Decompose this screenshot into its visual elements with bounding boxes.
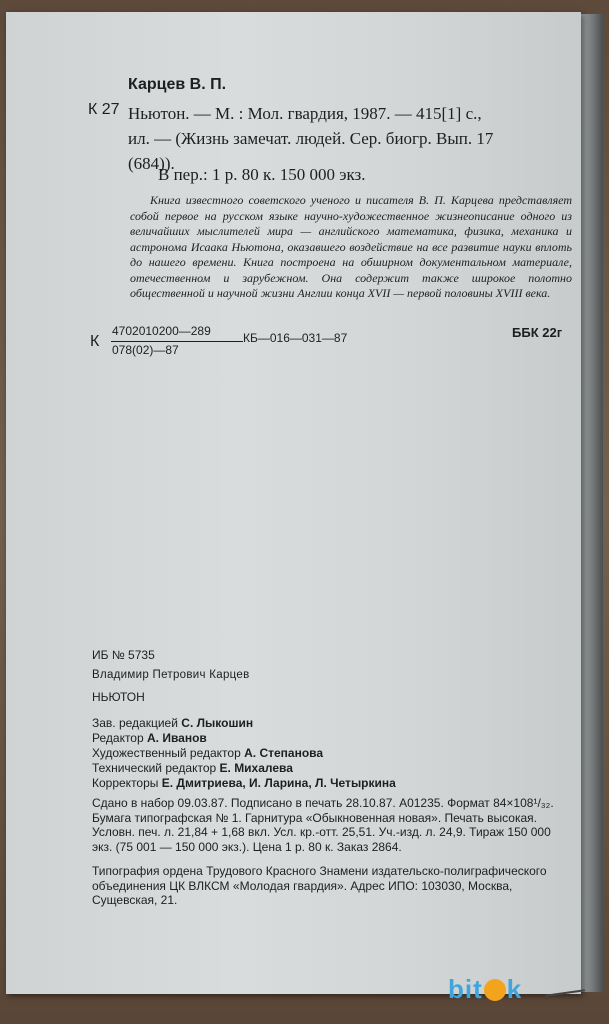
staff-role: Художественный редактор xyxy=(92,746,241,760)
staff-name: Е. Михалева xyxy=(219,761,293,775)
site-watermark-logo xyxy=(448,974,522,1005)
watermark-text-left: bit xyxy=(448,974,483,1004)
catalog-code: КБ—016—031—87 xyxy=(243,331,348,345)
bibliographic-description xyxy=(128,76,573,176)
staff-name: А. Степанова xyxy=(244,746,324,760)
coin-icon xyxy=(484,979,506,1001)
staff-role: Зав. редакцией xyxy=(92,716,178,730)
biblio-line: (684)). xyxy=(128,154,175,173)
staff-name: С. Лыкошин xyxy=(181,716,254,730)
classification-code: К 27 xyxy=(88,101,120,118)
staff-role: Технический редактор xyxy=(92,761,217,775)
staff-role: Редактор xyxy=(92,731,144,745)
fraction-line xyxy=(111,341,243,342)
biblio-line: Ньютон. — М. : Мол. гвардия, 1987. — 415[1] с., xyxy=(128,104,482,123)
ib-number: ИБ № 5735 xyxy=(92,648,155,662)
book-title: НЬЮТОН xyxy=(92,690,145,704)
price-line: В пер.: 1 р. 80 к. 150 000 экз. xyxy=(158,165,366,184)
printing-house: Типография ордена Трудового Красного Знамени издательско-полиграфического объединения ЦК ВЛКСМ «Молодая гвардия». Адрес ИПО: 103030, Москва, Сущевская, 21. xyxy=(92,864,547,907)
staff-name: Е. Дмитриева, И. Ларина, Л. Четыркина xyxy=(161,776,396,790)
page-edge xyxy=(581,14,603,992)
bbk-code: ББК 22г xyxy=(512,325,563,340)
staff-line xyxy=(92,776,396,790)
staff-name: А. Иванов xyxy=(147,731,207,745)
catalog-denominator: 078(02)—87 xyxy=(112,343,179,357)
staff-role: Корректоры xyxy=(92,776,159,790)
catalog-letter: К xyxy=(90,333,100,350)
book-annotation: Книга известного советского ученого и писателя В. П. Карцева представляет собой первое на русском языке научно-художественное жизнеописание одного из величайших мыслителей мира — английского математика, физика, механика и астронома Исаака Ньютона, оказавшего воздействие на все развитие науки вплоть до нашего времени. Книга построена на обширном документальном материале, отечественном и зарубежном. Она содержит также широкое полотно общественной и научной жизни Англии конца XVII — первой половины XVIII века. xyxy=(130,193,572,300)
staff-line xyxy=(92,731,207,745)
staff-line xyxy=(92,761,293,775)
print-details: Сдано в набор 09.03.87. Подписано в печать 28.10.87. А01235. Формат 84×108¹/₃₂. Бумага типографская № 1. Гарнитура «Обыкновенная новая». Печать высокая. Условн. печ. л. 21,84 + 1,68 вкл. Усл. кр.-отт. 25,51. Уч.-изд. л. 24,9. Тираж 150 000 экз. (75 001 — 150 000 экз.). Цена 1 р. 80 к. Заказ 2864. xyxy=(92,796,554,854)
staff-line xyxy=(92,746,323,760)
watermark-text-right: k xyxy=(506,974,523,1004)
staff-line xyxy=(92,716,253,730)
biblio-line: ил. — (Жизнь замечат. людей. Сер. биогр. Вып. 17 xyxy=(128,129,494,148)
catalog-numerator: 4702010200—289 xyxy=(112,324,211,338)
author-full-name: Владимир Петрович Карцев xyxy=(92,669,250,681)
author-heading: Карцев В. П. xyxy=(128,76,227,93)
